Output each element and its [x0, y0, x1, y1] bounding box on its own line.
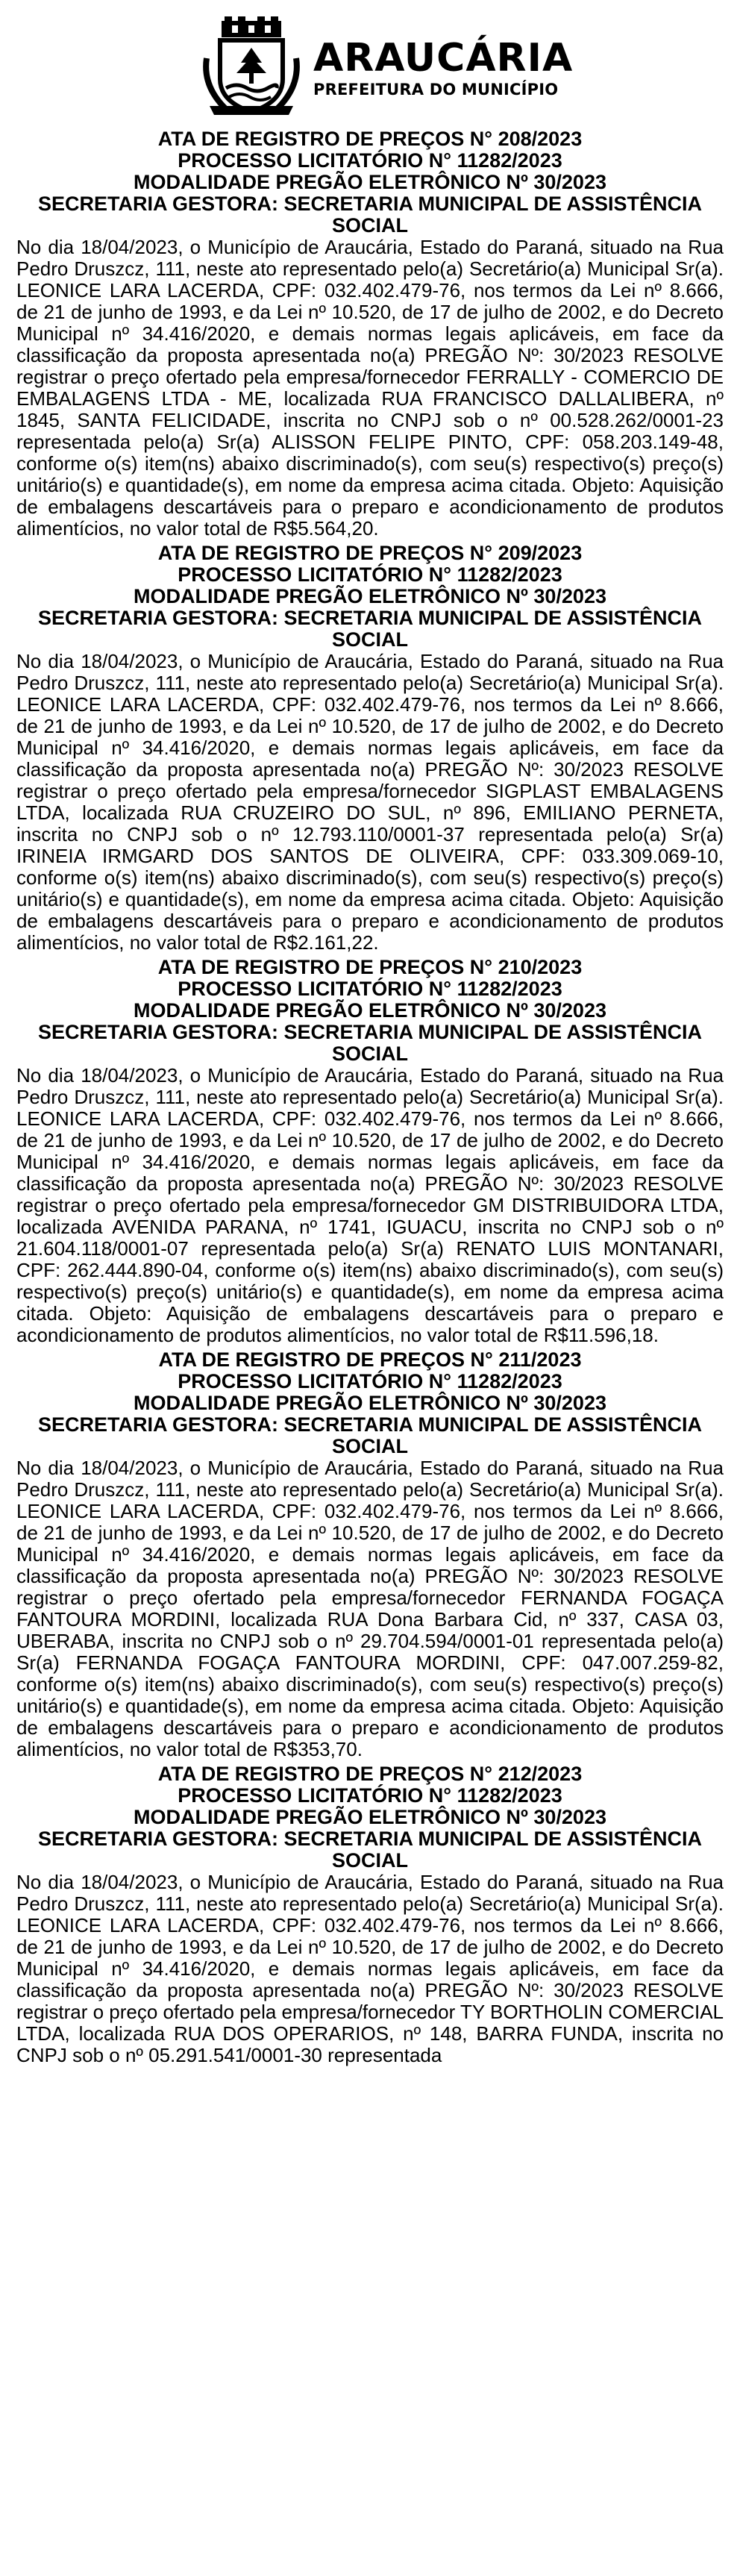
ata-heading — [16, 957, 724, 1065]
ata-processo: PROCESSO LICITATÓRIO N° 11282/2023 — [178, 978, 562, 1000]
ata-title: ATA DE REGISTRO DE PREÇOS N° 210/2023 — [157, 956, 583, 978]
ata-title: ATA DE REGISTRO DE PREÇOS N° 211/2023 — [158, 1348, 582, 1371]
ata-secretaria: SECRETARIA GESTORA: SECRETARIA MUNICIPAL DE ASSISTÊNCIA SOCIAL — [37, 1021, 703, 1065]
ata-title: ATA DE REGISTRO DE PREÇOS N° 209/2023 — [157, 542, 583, 564]
ata-processo: PROCESSO LICITATÓRIO N° 11282/2023 — [178, 1370, 562, 1392]
brand-name: ARAUCÁRIA — [313, 36, 574, 81]
document-body — [16, 128, 724, 2069]
ata-body-text: No dia 18/04/2023, o Município de Araucária, Estado do Paraná, situado na Rua Pedro Druszcz, 111, neste ato representado pelo(a) Secretário(a) Municipal Sr(a). LEONICE LARA LACERDA, CPF: 032.402.479-76, nos termos da Lei nº 8.666, de 21 de junho de 1993, e da Lei nº 10.520, de 17 de julho de 2002, e do Decreto Municipal nº 34.416/2020, e demais normas legais aplicáveis, em face da classificação da proposta apresentada no(a) PREGÃO Nº: 30/2023 RESOLVE registrar o preço ofertado pela empresa/fornecedor GM DISTRIBUIDORA LTDA, localizada AVENIDA PARANA, nº 1741, IGUACU, inscrita no CNPJ sob o nº 21.604.118/0001-07 representada pelo(a) Sr(a) RENATO LUIS MONTANARI, CPF: 262.444.890-04, conforme o(s) item(ns) abaixo discriminado(s), com seu(s) respectivo(s) preço(s) unitário(s) e quantidade(s), em nome da empresa acima citada. Objeto: Aquisição de embalagens descartáveis para o preparo e acondicionamento de produtos alimentícios, no valor total de R$11.596,18. — [16, 1064, 724, 1346]
ata-title: ATA DE REGISTRO DE PREÇOS N° 208/2023 — [157, 128, 583, 150]
ata-modalidade: MODALIDADE PREGÃO ELETRÔNICO Nº 30/2023 — [134, 585, 606, 607]
ata-heading — [16, 1763, 724, 1872]
ata-modalidade: MODALIDADE PREGÃO ELETRÔNICO Nº 30/2023 — [134, 1392, 606, 1414]
ata-processo: PROCESSO LICITATÓRIO N° 11282/2023 — [178, 1784, 562, 1807]
ata-secretaria: SECRETARIA GESTORA: SECRETARIA MUNICIPAL DE ASSISTÊNCIA SOCIAL — [37, 607, 703, 651]
ata-modalidade: MODALIDADE PREGÃO ELETRÔNICO Nº 30/2023 — [134, 999, 606, 1022]
municipal-crest-icon — [199, 13, 304, 118]
ata-secretaria: SECRETARIA GESTORA: SECRETARIA MUNICIPAL DE ASSISTÊNCIA SOCIAL — [37, 1828, 703, 1872]
ata-body-text: No dia 18/04/2023, o Município de Araucária, Estado do Paraná, situado na Rua Pedro Druszcz, 111, neste ato representado pelo(a) Secretário(a) Municipal Sr(a). LEONICE LARA LACERDA, CPF: 032.402.479-76, nos termos da Lei nº 8.666, de 21 de junho de 1993, e da Lei nº 10.520, de 17 de julho de 2002, e do Decreto Municipal nº 34.416/2020, e demais normas legais aplicáveis, em face da classificação da proposta apresentada no(a) PREGÃO Nº: 30/2023 RESOLVE registrar o preço ofertado pela empresa/fornecedor FERRALLY - COMERCIO DE EMBALAGENS LTDA - ME, localizada RUA FRANCISCO DALLALIBERA, nº 1845, SANTA FELICIDADE, inscrita no CNPJ sob o nº 00.528.262/0001-23 representada pelo(a) Sr(a) ALISSON FELIPE PINTO, CPF: 058.203.149-48, conforme o(s) item(ns) abaixo discriminado(s), com seu(s) respectivo(s) preço(s) unitário(s) e quantidade(s), em nome da empresa acima citada. Objeto: Aquisição de embalagens descartáveis para o preparo e acondicionamento de produtos alimentícios, no valor total de R$5.564,20. — [16, 236, 724, 540]
ata-modalidade: MODALIDADE PREGÃO ELETRÔNICO Nº 30/2023 — [134, 171, 606, 193]
brand-subtitle: PREFEITURA DO MUNICÍPIO — [313, 81, 559, 99]
ata-processo: PROCESSO LICITATÓRIO N° 11282/2023 — [178, 563, 562, 586]
ata-heading — [16, 543, 724, 651]
ata-secretaria: SECRETARIA GESTORA: SECRETARIA MUNICIPAL DE ASSISTÊNCIA SOCIAL — [37, 1413, 703, 1457]
ata-processo: PROCESSO LICITATÓRIO N° 11282/2023 — [178, 149, 562, 172]
masthead — [0, 0, 740, 123]
ata-body-text: No dia 18/04/2023, o Município de Araucária, Estado do Paraná, situado na Rua Pedro Druszcz, 111, neste ato representado pelo(a) Secretário(a) Municipal Sr(a). LEONICE LARA LACERDA, CPF: 032.402.479-76, nos termos da Lei nº 8.666, de 21 de junho de 1993, e da Lei nº 10.520, de 17 de julho de 2002, e do Decreto Municipal nº 34.416/2020, e demais normas legais aplicáveis, em face da classificação da proposta apresentada no(a) PREGÃO Nº: 30/2023 RESOLVE registrar o preço ofertado pela empresa/fornecedor SIGPLAST EMBALAGENS LTDA, localizada RUA CRUZEIRO DO SUL, nº 896, EMILIANO PERNETA, inscrita no CNPJ sob o nº 12.793.110/0001-37 representada pelo(a) Sr(a) IRINEIA IRMGARD DOS SANTOS DE OLIVEIRA, CPF: 033.309.069-10, conforme o(s) item(ns) abaixo discriminado(s), com seu(s) respectivo(s) preço(s) unitário(s) e quantidade(s), em nome da empresa acima citada. Objeto: Aquisição de embalagens descartáveis para o preparo e acondicionamento de produtos alimentícios, no valor total de R$2.161,22. — [16, 650, 724, 954]
ata-block — [16, 128, 724, 540]
ata-block — [16, 1349, 724, 1760]
ata-block — [16, 543, 724, 954]
ata-secretaria: SECRETARIA GESTORA: SECRETARIA MUNICIPAL DE ASSISTÊNCIA SOCIAL — [37, 193, 703, 237]
ata-body-text: No dia 18/04/2023, o Município de Araucária, Estado do Paraná, situado na Rua Pedro Druszcz, 111, neste ato representado pelo(a) Secretário(a) Municipal Sr(a). LEONICE LARA LACERDA, CPF: 032.402.479-76, nos termos da Lei nº 8.666, de 21 de junho de 1993, e da Lei nº 10.520, de 17 de julho de 2002, e do Decreto Municipal nº 34.416/2020, e demais normas legais aplicáveis, em face da classificação da proposta apresentada no(a) PREGÃO Nº: 30/2023 RESOLVE registrar o preço ofertado pela empresa/fornecedor FERNANDA FOGAÇA FANTOURA MORDINI, localizada RUA Dona Barbara Cid, nº 337, CASA 03, UBERABA, inscrita no CNPJ sob o nº 29.704.594/0001-01 representada pelo(a) Sr(a) FERNANDA FOGAÇA FANTOURA MORDINI, CPF: 047.007.259-82, conforme o(s) item(ns) abaixo discriminado(s), com seu(s) respectivo(s) preço(s) unitário(s) e quantidade(s), em nome da empresa acima citada. Objeto: Aquisição de embalagens descartáveis para o preparo e acondicionamento de produtos alimentícios, no valor total de R$353,70. — [16, 1457, 724, 1760]
ata-heading — [16, 1349, 724, 1457]
ata-block — [16, 1763, 724, 2066]
ata-block — [16, 957, 724, 1346]
ata-title: ATA DE REGISTRO DE PREÇOS N° 212/2023 — [157, 1763, 583, 1785]
ata-body-text: No dia 18/04/2023, o Município de Araucária, Estado do Paraná, situado na Rua Pedro Druszcz, 111, neste ato representado pelo(a) Secretário(a) Municipal Sr(a). LEONICE LARA LACERDA, CPF: 032.402.479-76, nos termos da Lei nº 8.666, de 21 de junho de 1993, e da Lei nº 10.520, de 17 de julho de 2002, e do Decreto Municipal nº 34.416/2020, e demais normas legais aplicáveis, em face da classificação da proposta apresentada no(a) PREGÃO Nº: 30/2023 RESOLVE registrar o preço ofertado pela empresa/fornecedor TY BORTHOLIN COMERCIAL LTDA, localizada RUA DOS OPERARIOS, nº 148, BARRA FUNDA, inscrita no CNPJ sob o nº 05.291.541/0001-30 representada — [16, 1871, 724, 2066]
ata-heading — [16, 128, 724, 237]
ata-modalidade: MODALIDADE PREGÃO ELETRÔNICO Nº 30/2023 — [134, 1806, 606, 1828]
